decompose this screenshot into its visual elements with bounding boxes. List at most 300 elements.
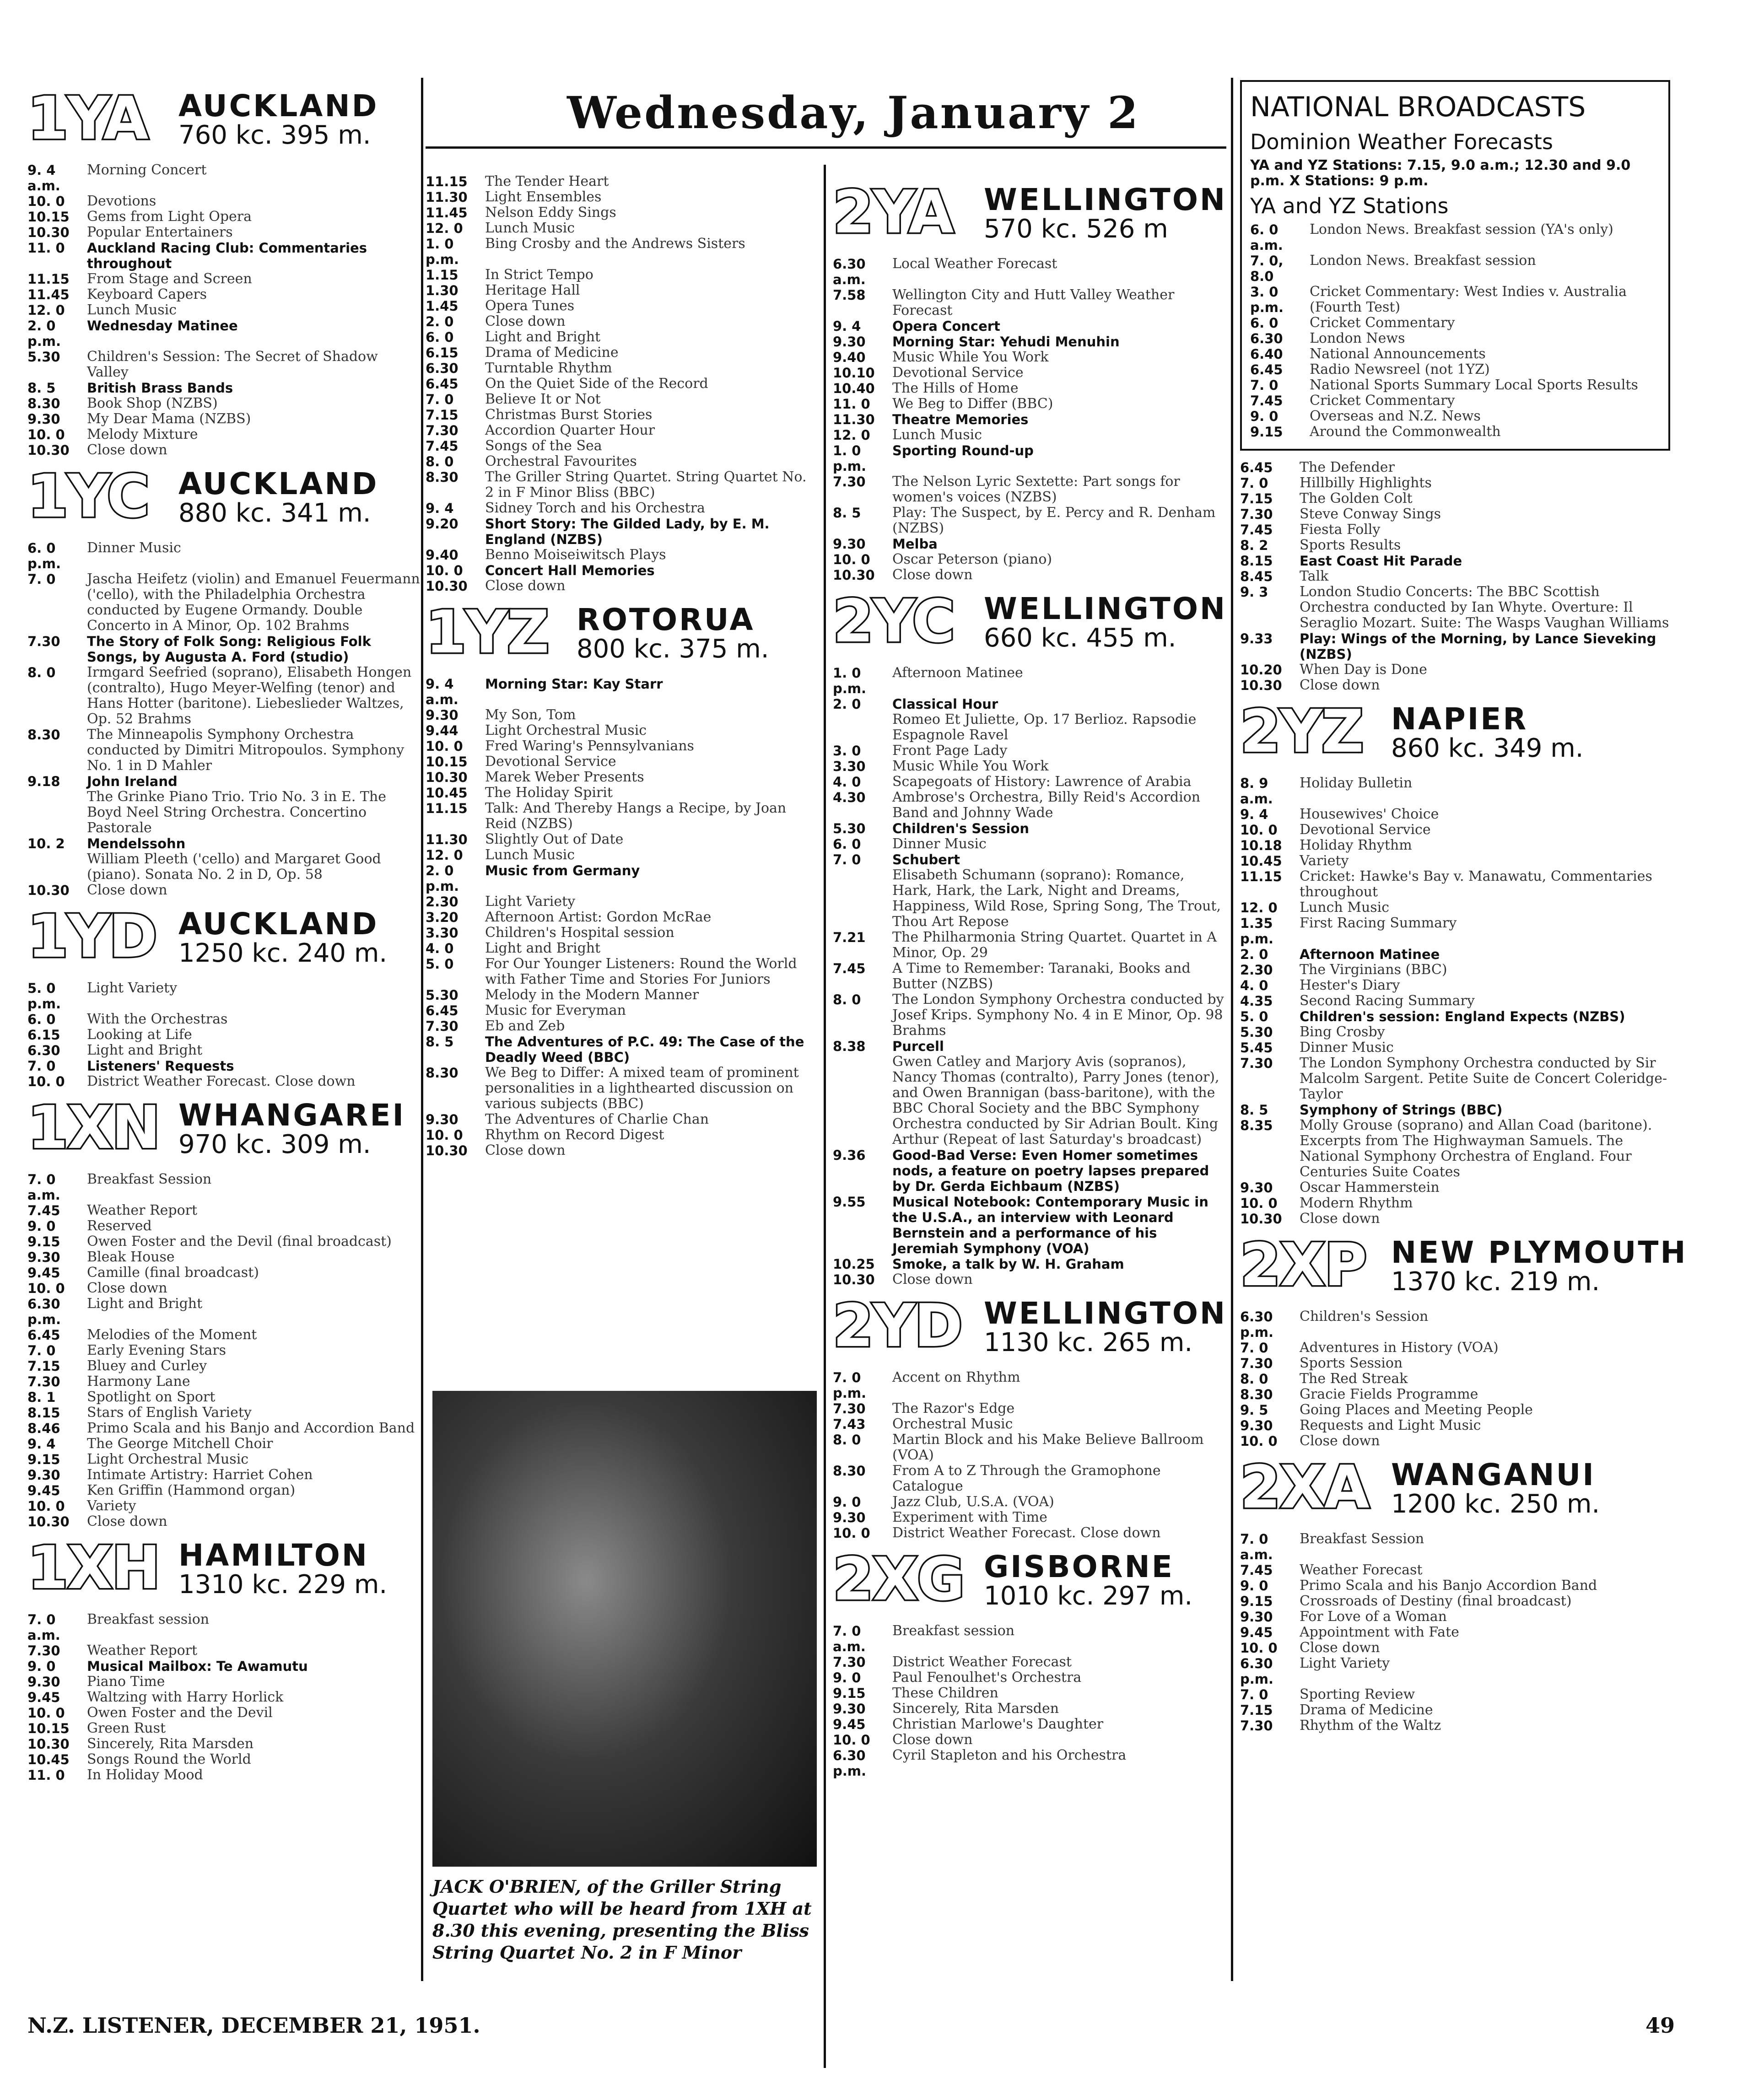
programme-time: 8.45: [1240, 569, 1273, 584]
programme-row: [833, 1670, 1226, 1685]
programme-title: For Love of a Woman: [1300, 1609, 1447, 1625]
publication-line: N.Z. LISTENER, DECEMBER 21, 1951.: [27, 2013, 480, 2038]
programme-time: 11. 0: [27, 1767, 65, 1783]
programme-title: Jazz Club, U.S.A. (VOA): [892, 1494, 1054, 1510]
programme-title: National Announcements: [1310, 346, 1486, 362]
programme-row: [833, 1054, 1226, 1147]
programme-title: Drama of Medicine: [485, 345, 619, 361]
programme-row: [833, 427, 1226, 443]
programme-time: 10. 0: [426, 738, 463, 754]
programme-time: 10.30: [27, 225, 70, 240]
programme-title: Close down: [87, 882, 167, 898]
programme-time: 10. 0: [833, 1525, 870, 1541]
station-city: AUCKLAND: [178, 906, 379, 942]
programme-row: [833, 743, 1226, 759]
programme-title: National Sports Summary Local Sports Results: [1310, 377, 1638, 393]
programme-title: The London Symphony Orchestra conducted by Josef Krips. Symphony No. 4 in E Minor, Op. 98 Brahms: [892, 991, 1224, 1039]
programme-row: [1240, 1180, 1670, 1195]
programme-row: [426, 801, 819, 832]
station-header: [1240, 1454, 1670, 1522]
programme-title: Oscar Peterson (piano): [892, 551, 1052, 567]
programme-time: 8. 9 a.m.: [1240, 775, 1273, 807]
programme-time: 9. 0: [27, 1658, 56, 1674]
station-frequency: 1250 kc. 240 m.: [178, 938, 388, 968]
station-city: NAPIER: [1391, 701, 1528, 737]
programme-time: 6. 0: [426, 329, 454, 345]
programme-title: Wednesday Matinee: [87, 318, 238, 334]
station-city: NEW PLYMOUTH: [1391, 1235, 1688, 1270]
programme-time: 7.45: [426, 438, 459, 454]
programme-time: 1.15: [426, 267, 459, 283]
programme-time: 12. 0: [833, 427, 870, 443]
programme-time: 10.18: [1240, 838, 1282, 853]
programme-title: Gwen Catley and Marjory Avis (sopranos), Nancy Thomas (contralto), Parry Jones (tenor), and Owen Brannigan (bass-baritone), with the BBC Choral Society and the BBC Symphony Orchestra conducted by Sir Adrian Boult. King Arthur (Repeat of last Saturday's broadcast): [892, 1054, 1219, 1147]
station-header: [1240, 698, 1670, 766]
programme-title: My Son, Tom: [485, 707, 576, 723]
programme-row: [833, 961, 1226, 992]
programme-row: [1240, 962, 1670, 978]
programme-title: Eb and Zeb: [485, 1018, 565, 1034]
programme-title: Martin Block and his Make Believe Ballroom (VOA): [892, 1432, 1204, 1463]
programme-time: 9.20: [426, 516, 459, 532]
programme-time: 9.30: [27, 1467, 60, 1483]
programme-time: 8.46: [27, 1421, 60, 1436]
programme-row: [833, 1525, 1226, 1541]
programme-title: Paul Fenoulhet's Orchestra: [892, 1669, 1082, 1685]
top-rule: [426, 146, 1226, 149]
programme-time: 11.15: [426, 174, 468, 189]
station-header: [27, 1094, 421, 1163]
station-2xg: [833, 1545, 1226, 1779]
programme-title: Classical Hour: [892, 696, 998, 712]
programme-row: [426, 1018, 819, 1034]
programme-row: [833, 1194, 1226, 1256]
programme-row: [27, 1074, 421, 1089]
programme-title: East Coast Hit Parade: [1300, 553, 1462, 569]
programme-time: 9.30: [1240, 1418, 1273, 1433]
programme-title: Wellington City and Hutt Valley Weather Forecast: [892, 287, 1175, 318]
station-city: WANGANUI: [1391, 1457, 1596, 1492]
programme-time: 7.30: [1240, 1718, 1273, 1734]
programme-title: Light Ensembles: [485, 189, 602, 205]
programme-title: Afternoon Artist: Gordon McRae: [485, 909, 712, 925]
programme-time: 8. 0: [833, 1432, 861, 1448]
programme-time: 8.30: [426, 469, 459, 485]
programme-title: Concert Hall Memories: [485, 563, 655, 578]
programme-row: [27, 427, 421, 442]
programme-row: [27, 1674, 421, 1690]
programme-time: 11.45: [27, 287, 70, 302]
programme-row: [426, 345, 819, 361]
station-1ya-continued: [426, 174, 819, 594]
programme-title: Cricket Commentary: West Indies v. Australia (Fourth Test): [1310, 284, 1627, 315]
station-callsign: 1XN: [27, 1094, 160, 1162]
programme-row: [1240, 1387, 1670, 1402]
programme-row: [1240, 838, 1670, 853]
programme-row: [1240, 853, 1670, 869]
programme-time: 9.45: [833, 1717, 866, 1732]
programme-time: 6. 0: [1250, 315, 1278, 331]
programme-title: The Adventures of P.C. 49: The Case of the Deadly Weed (BBC): [485, 1034, 804, 1065]
programme-row: [1240, 475, 1670, 491]
programme-row: [27, 349, 421, 380]
photo-caption: JACK O'BRIEN, of the Griller String Quartet who will be heard from 1XH at 8.30 this evening, presenting the Bliss String Quartet No. 2 in F Minor: [432, 1876, 812, 1963]
station-frequency: 1310 kc. 229 m.: [178, 1570, 388, 1599]
programme-title: The Golden Colt: [1300, 490, 1413, 506]
programme-title: Afternoon Matinee: [1300, 947, 1440, 962]
programme-time: 11.30: [426, 189, 468, 205]
programme-row: [426, 407, 819, 423]
programme-row: [1240, 1340, 1670, 1356]
programme-time: 10.45: [27, 1752, 70, 1767]
programme-title: Opera Tunes: [485, 298, 575, 314]
programme-row: [1240, 1040, 1670, 1055]
programme-row: [1240, 569, 1670, 584]
programme-title: Sincerely, Rita Marsden: [87, 1736, 254, 1752]
programme-title: The Defender: [1300, 459, 1395, 475]
programme-time: 7. 0: [426, 392, 454, 407]
programme-row: [1250, 377, 1660, 393]
station-1ya: [27, 85, 421, 458]
programme-time: 10.25: [833, 1256, 875, 1272]
page-number: 49: [1645, 2013, 1675, 2038]
programme-row: [1240, 1718, 1670, 1734]
programme-time: 7.30: [833, 474, 866, 490]
programme-title: British Brass Bands: [87, 380, 233, 396]
programme-time: 9. 4: [1240, 807, 1268, 822]
programme-title: Bing Crosby: [1300, 1024, 1385, 1040]
station-frequency: 1010 kc. 297 m.: [984, 1581, 1193, 1611]
programme-row: [1240, 822, 1670, 838]
programme-time: 7. 0, 8.0: [1250, 253, 1284, 284]
programme-time: 8.15: [1240, 553, 1273, 569]
programme-row: [426, 423, 819, 438]
programme-title: Dinner Music: [892, 836, 987, 852]
programme-title: Variety: [1300, 853, 1349, 869]
programme-time: 6.30 p.m.: [833, 1748, 867, 1779]
programme-time: 7.30: [1240, 506, 1273, 522]
programme-time: 5. 0: [426, 956, 454, 972]
programme-row: [833, 1510, 1226, 1525]
programme-time: 6.45: [426, 376, 459, 392]
programme-row: [1250, 284, 1660, 315]
programme-list: [27, 162, 421, 458]
programme-time: [833, 1054, 892, 1147]
programme-time: 10.30: [27, 1514, 70, 1529]
programme-row: [833, 1256, 1226, 1272]
programme-row: [833, 930, 1226, 961]
programme-title: Scapegoats of History: Lawrence of Arabia: [892, 774, 1192, 790]
programme-row: [1240, 993, 1670, 1009]
programme-time: 9.30: [833, 536, 866, 552]
programme-row: [833, 992, 1226, 1039]
programme-row: [1240, 506, 1670, 522]
programme-title: The George Mitchell Choir: [87, 1436, 273, 1452]
programme-time: 8. 0: [426, 454, 454, 469]
programme-time: 9. 4: [27, 1436, 56, 1452]
programme-row: [833, 334, 1226, 350]
programme-row: [426, 267, 819, 283]
programme-time: 4. 0: [833, 774, 861, 790]
station-callsign: 1YC: [27, 463, 149, 531]
programme-time: 9. 3: [1240, 584, 1268, 600]
programme-list: [833, 256, 1226, 583]
programme-title: Oscar Hammerstein: [1300, 1179, 1440, 1195]
programme-time: 10. 2: [27, 836, 65, 851]
station-2ya: [833, 178, 1226, 583]
programme-row: [833, 287, 1226, 318]
programme-time: 10. 0: [27, 1074, 65, 1089]
programme-row: [27, 1358, 421, 1374]
programme-time: 11.30: [426, 832, 468, 847]
programme-time: 9.30: [27, 1674, 60, 1690]
programme-time: 7.15: [426, 407, 459, 423]
programme-time: 9. 4 a.m.: [426, 676, 459, 707]
programme-title: District Weather Forecast: [892, 1654, 1072, 1670]
programme-title: Sincerely, Rita Marsden: [892, 1701, 1059, 1717]
programme-row: [1240, 1640, 1670, 1656]
programme-time: 10. 0: [27, 194, 65, 209]
station-city: WHANGAREI: [178, 1098, 406, 1133]
programme-time: 8. 5: [426, 1034, 454, 1050]
programme-title: Smoke, a talk by W. H. Graham: [892, 1256, 1124, 1272]
station-frequency: 1370 kc. 219 m.: [1391, 1267, 1600, 1297]
programme-row: [833, 821, 1226, 836]
programme-time: 9.30: [1240, 1609, 1273, 1625]
programme-time: 11.15: [426, 801, 468, 816]
programme-time: 4.35: [1240, 993, 1273, 1009]
programme-row: [1240, 1309, 1670, 1340]
column-1: [27, 80, 421, 1783]
programme-title: Marek Weber Presents: [485, 769, 644, 785]
programme-row: [1240, 978, 1670, 993]
programme-title: Light Orchestral Music: [485, 722, 647, 738]
station-header: [426, 598, 819, 667]
station-2xa: [1240, 1454, 1670, 1734]
programme-title: Adventures in History (VOA): [1300, 1340, 1499, 1356]
programme-time: 2. 0 p.m.: [27, 318, 61, 349]
programme-title: Light Orchestral Music: [87, 1451, 249, 1467]
programme-time: 7.43: [833, 1416, 866, 1432]
programme-time: 10. 0: [27, 427, 65, 442]
programme-time: 10.45: [1240, 853, 1282, 869]
programme-time: 7. 0 a.m.: [833, 1623, 866, 1654]
programme-title: Green Rust: [87, 1720, 166, 1736]
programme-row: [1240, 1594, 1670, 1609]
programme-row: [27, 1218, 421, 1234]
programme-time: 9.55: [833, 1194, 866, 1210]
programme-row: [27, 1389, 421, 1405]
programme-time: 9. 0: [833, 1670, 861, 1685]
programme-title: Cyril Stapleton and his Orchestra: [892, 1747, 1127, 1763]
programme-title: Crossroads of Destiny (final broadcast): [1300, 1593, 1572, 1609]
programme-title: Bleak House: [87, 1249, 175, 1265]
station-callsign: 2XP: [1240, 1231, 1366, 1299]
programme-row: [833, 1494, 1226, 1510]
programme-time: 10. 0: [1240, 822, 1278, 838]
programme-row: [1240, 553, 1670, 569]
programme-time: 7. 0: [27, 571, 56, 587]
programme-row: [426, 314, 819, 329]
programme-time: 7.30: [27, 1643, 60, 1658]
programme-title: Musical Notebook: Contemporary Music in the U.S.A., an interview with Leonard Bernstein and a performance of his Jeremiah Symphony (VOA): [892, 1194, 1208, 1256]
programme-title: Short Story: The Gilded Lady, by E. M. England (NZBS): [485, 516, 770, 547]
programme-title: Mendelssohn: [87, 836, 186, 851]
programme-time: 6.45: [27, 1327, 60, 1343]
programme-title: Light Variety: [1300, 1655, 1390, 1671]
programme-row: [833, 712, 1226, 743]
programme-row: [833, 1654, 1226, 1670]
programme-row: [1240, 1687, 1670, 1702]
programme-time: 7.45: [833, 961, 866, 976]
station-callsign: 2YD: [833, 1292, 962, 1360]
programme-title: Cricket: Hawke's Bay v. Manawatu, Commentaries throughout: [1300, 868, 1652, 900]
programme-list: [1240, 460, 1670, 693]
programme-row: [833, 665, 1226, 696]
programme-row: [1240, 900, 1670, 915]
programme-time: 4. 0: [1240, 978, 1268, 993]
programme-row: [833, 790, 1226, 821]
programme-row: [833, 365, 1226, 381]
programme-row: [27, 1027, 421, 1043]
programme-time: 3. 0: [833, 743, 861, 759]
programme-row: [1240, 1562, 1670, 1578]
station-city: WELLINGTON: [984, 591, 1227, 626]
programme-title: Afternoon Matinee: [892, 665, 1023, 681]
programme-title: Hester's Diary: [1300, 977, 1400, 993]
programme-time: 10.30: [426, 1143, 468, 1158]
programme-time: 9.30: [27, 1249, 60, 1265]
programme-title: London News: [1310, 330, 1405, 346]
programme-title: Sporting Round-up: [892, 443, 1034, 458]
programme-title: Close down: [485, 1142, 566, 1158]
programme-time: 7. 0 a.m.: [27, 1172, 60, 1203]
programme-row: [1250, 362, 1660, 377]
programme-time: 3. 0 p.m.: [1250, 284, 1284, 315]
programme-title: Breakfast session: [87, 1611, 210, 1627]
programme-time: 6.45: [426, 1003, 459, 1018]
station-1yz: [426, 598, 819, 1158]
programme-time: 7.45: [1250, 393, 1283, 409]
programme-time: 8.35: [1240, 1118, 1273, 1133]
programme-time: 6. 0: [27, 1012, 56, 1027]
programme-title: Sidney Torch and his Orchestra: [485, 500, 705, 516]
programme-title: Talk: And Thereby Hangs a Recipe, by Joan Reid (NZBS): [485, 800, 787, 832]
weather-heading: Dominion Weather Forecasts: [1250, 129, 1553, 154]
station-header: [833, 178, 1226, 247]
programme-time: 1. 0 p.m.: [426, 236, 459, 267]
programme-title: First Racing Summary: [1300, 915, 1457, 931]
programme-title: Symphony of Strings (BBC): [1300, 1102, 1503, 1118]
programme-row: [1250, 346, 1660, 362]
station-callsign: 1YD: [27, 903, 156, 971]
programme-list: [833, 1623, 1226, 1779]
programme-row: [426, 738, 819, 754]
programme-time: 7. 0: [27, 1058, 56, 1074]
programme-row: [426, 832, 819, 847]
station-frequency: 1200 kc. 250 m.: [1391, 1489, 1600, 1519]
programme-row: [426, 847, 819, 863]
programme-row: [27, 1767, 421, 1783]
station-header: [27, 85, 421, 153]
programme-time: 8.30: [1240, 1387, 1273, 1402]
programme-title: Spotlight on Sport: [87, 1389, 216, 1405]
programme-time: 9. 4: [426, 501, 454, 516]
programme-row: [426, 174, 819, 189]
programme-time: 7.58: [833, 287, 866, 303]
programme-title: Morning Concert: [87, 162, 207, 178]
programme-time: 6.30 a.m.: [833, 256, 866, 287]
programme-row: [833, 759, 1226, 774]
programme-row: [426, 438, 819, 454]
programme-row: [27, 1658, 421, 1674]
programme-row: [833, 256, 1226, 287]
programme-time: 10. 0: [1240, 1195, 1278, 1211]
programme-title: Auckland Racing Club: Commentaries throughout: [87, 240, 367, 271]
programme-row: [1250, 424, 1660, 440]
programme-title: Orchestral Music: [892, 1416, 1013, 1432]
programme-row: [1240, 1609, 1670, 1625]
programme-row: [27, 1405, 421, 1421]
programme-row: [426, 501, 819, 516]
programme-time: 7. 0: [833, 852, 861, 867]
column-2: [426, 174, 819, 1158]
programme-time: 9.15: [833, 1685, 866, 1701]
programme-title: When Day is Done: [1300, 662, 1427, 678]
programme-row: [833, 536, 1226, 552]
programme-row: [1240, 491, 1670, 506]
station-frequency: 570 kc. 526 m: [984, 214, 1168, 244]
programme-time: 8. 0: [1240, 1371, 1268, 1387]
programme-title: Devotional Service: [485, 754, 616, 770]
programme-title: Children's session: England Expects (NZBS): [1300, 1009, 1625, 1024]
programme-row: [27, 540, 421, 571]
programme-row: [27, 1043, 421, 1058]
programme-title: District Weather Forecast. Close down: [87, 1073, 356, 1089]
programme-title: Play: The Suspect, by E. Percy and R. Denham (NZBS): [892, 505, 1216, 536]
programme-title: Sports Session: [1300, 1355, 1403, 1371]
programme-row: [27, 980, 421, 1012]
national-title: NATIONAL BROADCASTS: [1250, 91, 1586, 123]
programme-row: [833, 1039, 1226, 1054]
programme-time: 7.45: [1240, 522, 1273, 538]
programme-row: [1250, 331, 1660, 346]
programme-title: From A to Z Through the Gramophone Catalogue: [892, 1463, 1161, 1494]
programme-row: [27, 634, 421, 665]
programme-title: Close down: [1300, 1640, 1380, 1656]
programme-row: [27, 1643, 421, 1658]
programme-list: [426, 174, 819, 594]
programme-title: Intimate Artistry: Harriet Cohen: [87, 1467, 313, 1483]
programme-list: [1240, 1531, 1670, 1734]
programme-title: Radio Newsreel (not 1YZ): [1310, 361, 1490, 377]
programme-title: Music While You Work: [892, 758, 1049, 774]
programme-time: 8. 2: [1240, 538, 1268, 553]
programme-time: 5.45: [1240, 1040, 1273, 1055]
programme-title: Theatre Memories: [892, 412, 1029, 427]
programme-time: 2.30: [1240, 962, 1273, 978]
programme-title: Children's Session: The Secret of Shadow Valley: [87, 349, 378, 380]
programme-time: 4. 0: [426, 941, 454, 956]
programme-time: [27, 851, 87, 883]
programme-time: 12. 0: [426, 847, 463, 863]
programme-row: [27, 396, 421, 411]
programme-title: Close down: [892, 567, 973, 583]
programme-time: 9. 0: [1250, 409, 1278, 424]
station-frequency: 970 kc. 309 m.: [178, 1130, 371, 1159]
programme-row: [426, 754, 819, 770]
programme-time: 8. 1: [27, 1389, 56, 1405]
